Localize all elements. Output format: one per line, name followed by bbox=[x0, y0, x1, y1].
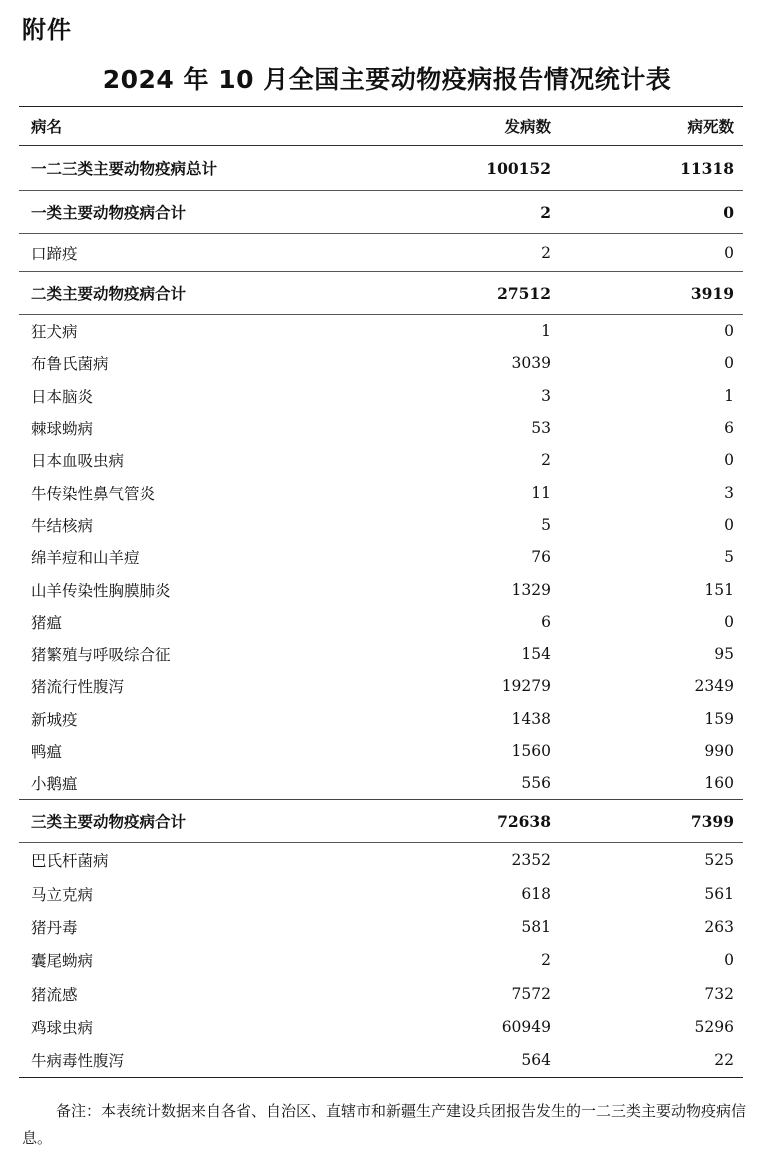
row-name: 猪流感 bbox=[31, 985, 78, 1004]
row-name: 山羊传染性胸膜肺炎 bbox=[31, 581, 171, 600]
table-row bbox=[19, 1010, 743, 1043]
table-row bbox=[19, 877, 743, 910]
row-deaths: 0 bbox=[724, 515, 734, 534]
row-name: 一类主要动物疫病合计 bbox=[19, 191, 391, 234]
row-incidence: 11 bbox=[531, 483, 551, 502]
row-deaths: 0 bbox=[724, 612, 734, 631]
row-name: 牛病毒性腹泻 bbox=[31, 1052, 125, 1071]
row-deaths: 0 bbox=[724, 451, 734, 470]
table-row bbox=[19, 638, 743, 670]
row-name: 小鹅瘟 bbox=[31, 775, 78, 794]
row-incidence: 618 bbox=[521, 884, 551, 903]
row-deaths: 151 bbox=[704, 580, 734, 599]
row-name: 鸭瘟 bbox=[31, 743, 63, 761]
table-row bbox=[19, 670, 743, 702]
row-incidence: 19279 bbox=[501, 677, 551, 696]
row-incidence: 3 bbox=[541, 386, 551, 405]
class2-subtotal-row bbox=[19, 272, 743, 315]
page-title: 2024 年 10 月全国主要动物疫病报告情况统计表 bbox=[102, 65, 672, 94]
table-row bbox=[19, 315, 743, 348]
row-deaths: 22 bbox=[714, 1051, 734, 1070]
row-deaths: 561 bbox=[704, 884, 734, 903]
footnote-text: 备注：本表统计数据来自各省、自治区、直辖市和新疆生产建设兵团报告发生的一二三类主要动物疫病信息。 bbox=[22, 1102, 747, 1147]
row-incidence: 60949 bbox=[501, 1018, 551, 1037]
row-incidence: 2 bbox=[541, 451, 551, 470]
header-disease-name: 病名 bbox=[19, 107, 391, 146]
row-deaths: 159 bbox=[704, 709, 734, 728]
row-incidence: 1560 bbox=[511, 742, 551, 760]
table-row bbox=[19, 1044, 743, 1078]
row-incidence: 6 bbox=[541, 612, 551, 631]
row-incidence: 564 bbox=[521, 1051, 551, 1070]
row-deaths: 160 bbox=[704, 774, 734, 793]
row-name: 猪瘟 bbox=[31, 613, 63, 632]
row-incidence: 2352 bbox=[511, 851, 551, 870]
row-incidence: 72638 bbox=[391, 800, 551, 843]
table-row bbox=[19, 541, 743, 573]
table-row bbox=[19, 843, 743, 877]
row-name: 二类主要动物疫病合计 bbox=[19, 272, 391, 315]
table-row bbox=[19, 476, 743, 508]
disease-report-table bbox=[19, 106, 743, 1078]
row-incidence: 581 bbox=[521, 917, 551, 936]
attachment-label: 附件 bbox=[22, 16, 72, 44]
row-name: 新城疫 bbox=[31, 710, 78, 729]
row-name: 牛结核病 bbox=[31, 516, 94, 535]
row-name: 口蹄疫 bbox=[19, 234, 391, 272]
table-row bbox=[19, 977, 743, 1010]
row-name: 一二三类主要动物疫病总计 bbox=[19, 146, 391, 191]
table-row bbox=[19, 444, 743, 476]
table-row bbox=[19, 412, 743, 444]
row-deaths: 990 bbox=[704, 742, 734, 760]
row-deaths: 6 bbox=[724, 419, 734, 438]
row-incidence: 556 bbox=[521, 774, 551, 793]
table-row bbox=[19, 380, 743, 412]
row-name: 布鲁氏菌病 bbox=[31, 355, 109, 374]
row-incidence: 154 bbox=[521, 645, 551, 664]
row-deaths: 5296 bbox=[694, 1018, 734, 1037]
row-incidence: 27512 bbox=[391, 272, 551, 315]
row-incidence: 100152 bbox=[391, 146, 551, 191]
row-deaths: 95 bbox=[714, 645, 734, 664]
row-deaths: 0 bbox=[724, 951, 734, 970]
class1-subtotal-row bbox=[19, 191, 743, 234]
row-incidence: 1 bbox=[541, 322, 551, 341]
row-deaths: 3919 bbox=[551, 272, 743, 315]
row-deaths: 1 bbox=[724, 386, 734, 405]
row-incidence: 7572 bbox=[511, 984, 551, 1003]
row-incidence: 5 bbox=[541, 515, 551, 534]
row-deaths: 2349 bbox=[694, 677, 734, 696]
row-deaths: 0 bbox=[551, 234, 743, 272]
row-incidence: 2 bbox=[391, 234, 551, 272]
row-name: 猪流行性腹泻 bbox=[31, 678, 125, 697]
row-name: 巴氏杆菌病 bbox=[31, 852, 109, 871]
header-deaths: 病死数 bbox=[551, 107, 743, 146]
row-deaths: 0 bbox=[724, 322, 734, 341]
row-name: 狂犬病 bbox=[31, 323, 78, 342]
table-row bbox=[19, 703, 743, 735]
row-deaths: 5 bbox=[724, 548, 734, 567]
table-row bbox=[19, 509, 743, 541]
row-incidence: 1438 bbox=[511, 709, 551, 728]
row-deaths: 0 bbox=[724, 354, 734, 373]
total-row bbox=[19, 146, 743, 191]
row-incidence: 53 bbox=[531, 419, 551, 438]
row-name: 日本脑炎 bbox=[31, 387, 94, 406]
row-deaths: 263 bbox=[704, 917, 734, 936]
table-row bbox=[19, 573, 743, 605]
table-row bbox=[19, 735, 743, 767]
row-name: 绵羊痘和山羊痘 bbox=[31, 549, 140, 568]
row-incidence: 76 bbox=[531, 548, 551, 567]
footnote bbox=[22, 1098, 752, 1152]
row-name: 囊尾蚴病 bbox=[31, 952, 94, 971]
class3-subtotal-row bbox=[19, 800, 743, 843]
row-name: 棘球蚴病 bbox=[31, 420, 94, 439]
header-incidence: 发病数 bbox=[391, 107, 551, 146]
table-row bbox=[19, 767, 743, 800]
row-deaths: 7399 bbox=[551, 800, 743, 843]
table-row bbox=[19, 347, 743, 379]
row-name: 鸡球虫病 bbox=[31, 1019, 94, 1038]
row-incidence: 1329 bbox=[511, 580, 551, 599]
row-name: 牛传染性鼻气管炎 bbox=[31, 484, 156, 503]
row-incidence: 3039 bbox=[511, 354, 551, 373]
table-row bbox=[19, 234, 743, 272]
table-row bbox=[19, 910, 743, 943]
row-incidence: 2 bbox=[541, 951, 551, 970]
row-deaths: 3 bbox=[724, 483, 734, 502]
row-deaths: 732 bbox=[704, 984, 734, 1003]
row-deaths: 525 bbox=[704, 851, 734, 870]
table-header-row bbox=[19, 107, 743, 146]
table-row bbox=[19, 606, 743, 638]
row-name: 三类主要动物疫病合计 bbox=[19, 800, 391, 843]
row-deaths: 0 bbox=[551, 191, 743, 234]
row-incidence: 2 bbox=[391, 191, 551, 234]
row-name: 猪丹毒 bbox=[31, 918, 78, 937]
row-name: 猪繁殖与呼吸综合征 bbox=[31, 646, 171, 665]
row-name: 日本血吸虫病 bbox=[31, 452, 125, 471]
table-row bbox=[19, 944, 743, 977]
row-name: 马立克病 bbox=[31, 885, 94, 904]
row-deaths: 11318 bbox=[551, 146, 743, 191]
